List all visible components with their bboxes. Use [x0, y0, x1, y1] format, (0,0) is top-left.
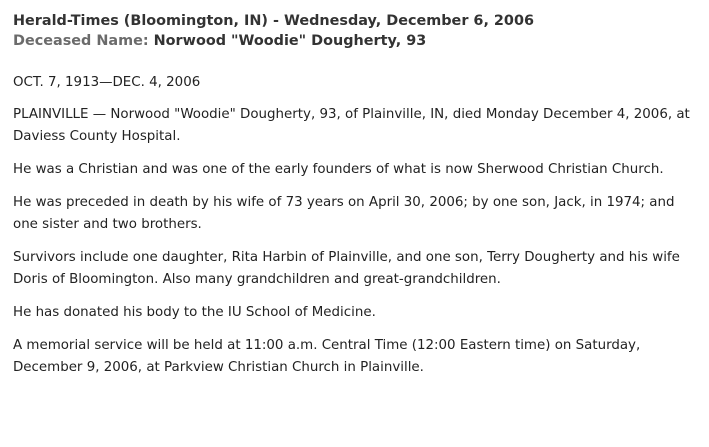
obituary-paragraph-survivors: Survivors include one daughter, Rita Harbin of Plainville, and one son, Terry Dougherty and his wife Doris of Bloomington. Also many grandchildren and great-grandchildren. — [13, 250, 680, 287]
deceased-label: Deceased Name: — [13, 33, 149, 49]
obituary-paragraph-death: PLAINVILLE — Norwood "Woodie" Dougherty, 93, of Plainville, IN, died Monday December 4, 2006, at Daviess County Hospital. — [13, 107, 690, 144]
deceased-line — [13, 31, 703, 51]
obituary-paragraph-donation: He has donated his body to the IU School of Medicine. — [13, 305, 376, 320]
obituary-paragraph-service: A memorial service will be held at 11:00 a.m. Central Time (12:00 Eastern time) on Saturday, December 9, 2006, at Parkview Christian Church in Plainville. — [13, 338, 641, 375]
publication-date: Wednesday, December 6, 2006 — [283, 13, 534, 29]
publication-line — [13, 11, 703, 31]
obituary-page — [13, 11, 703, 379]
publication-separator: - — [267, 13, 284, 29]
deceased-name: Norwood "Woodie" Dougherty, 93 — [153, 33, 427, 49]
obituary-paragraph-preceded: He was preceded in death by his wife of 73 years on April 30, 2006; by one son, Jack, in 1974; and one sister and two brothers. — [13, 195, 675, 232]
publication-source: Herald-Times (Bloomington, IN) — [13, 13, 268, 29]
life-dates: OCT. 7, 1913—DEC. 4, 2006 — [13, 75, 201, 90]
obituary-paragraph-faith: He was a Christian and was one of the early founders of what is now Sherwood Christian Church. — [13, 162, 664, 177]
